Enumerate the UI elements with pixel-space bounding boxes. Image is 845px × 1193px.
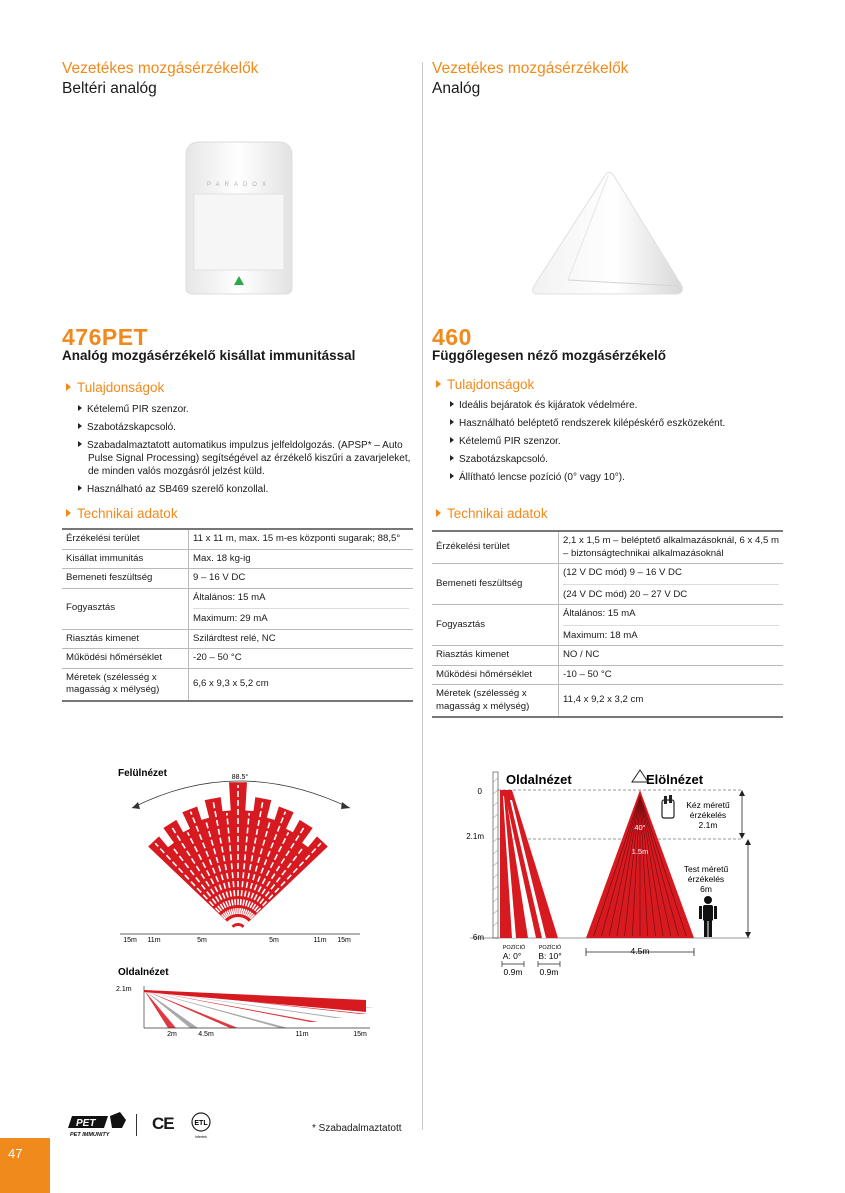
spec-value-line: NO / NC	[563, 649, 600, 660]
spec-value-line: (12 V DC mód) 9 – 16 V DC	[563, 567, 682, 578]
spec-key: Riasztás kimenet	[432, 646, 559, 666]
width-b-label: 0.9m	[539, 967, 559, 977]
spec-value-line: -20 – 50 °C	[193, 652, 242, 663]
svg-text:Intertek: Intertek	[195, 1135, 207, 1139]
spec-row	[62, 588, 413, 629]
spec-row	[432, 646, 783, 666]
spec-value	[189, 649, 414, 669]
left-model: 476PET	[62, 324, 149, 350]
top-view-diagram	[110, 760, 370, 950]
front-view-title: Elölnézet	[646, 772, 704, 787]
page-number-box	[0, 1138, 50, 1193]
y-label-0: 0	[477, 787, 482, 796]
spec-key: Riasztás kimenet	[62, 629, 189, 649]
top-view-title: Felülnézet	[118, 768, 167, 779]
top-tick: 5m	[269, 937, 279, 944]
triangle-bullet-icon	[78, 441, 82, 447]
side-height-label: 2.1m	[116, 986, 132, 993]
footer-divider	[136, 1114, 137, 1136]
triangle-bullet-icon	[66, 509, 71, 517]
triangle-bullet-icon	[450, 419, 454, 425]
side-view-diagram-left	[110, 962, 375, 1042]
cone-mid-label: 1.5m	[631, 847, 649, 856]
pos-a-label: A: 0°	[502, 951, 522, 961]
spec-key: Működési hőmérséklet	[62, 649, 189, 669]
side-tick: 11m	[295, 1031, 309, 1038]
spec-value-line: Szilárdtest relé, NC	[193, 632, 276, 644]
triangle-bullet-icon	[450, 437, 454, 443]
top-tick: 11m	[313, 937, 327, 944]
y-label-6m: 6m	[472, 933, 484, 942]
top-tick: 15m	[123, 937, 137, 944]
spec-value-line: 11,4 x 9,2 x 3,2 cm	[563, 694, 644, 706]
spec-row	[62, 629, 413, 649]
right-features-heading: Tulajdonságok	[436, 377, 534, 392]
pos-word-a: POZÍCIÓ	[502, 945, 526, 951]
side-tick: 15m	[353, 1031, 367, 1038]
spec-value	[189, 588, 414, 629]
spec-row	[432, 685, 783, 718]
page-number: 47	[8, 1146, 23, 1161]
base-width-label: 4.5m	[630, 946, 650, 956]
left-category: Vezetékes mozgásérzékelők	[62, 60, 259, 77]
side-tick: 2m	[167, 1031, 177, 1038]
hand-label-3: 2.1m	[698, 820, 718, 830]
spec-value	[559, 605, 784, 646]
detection-fan	[148, 782, 328, 932]
spec-key: Érzékelési terület	[62, 529, 189, 549]
spec-row	[62, 649, 413, 669]
spec-value	[559, 646, 784, 666]
spec-value-line: Általános: 15 mA	[193, 591, 266, 603]
top-tick: 15m	[337, 937, 351, 944]
triangle-bullet-icon	[450, 473, 454, 479]
body-label-2: érzékelés	[687, 874, 725, 884]
svg-text:PET: PET	[76, 1118, 96, 1129]
spec-value-line: 2,1 x 1,5 m – beléptető alkalmazásoknál, 6 x 4,5 m – biztonságtechnikai alkalmazásoknál	[563, 535, 779, 559]
spec-value-line: Maximum: 18 mA	[563, 625, 779, 643]
left-tech-heading: Technikai adatok	[66, 506, 178, 521]
spec-value	[559, 531, 784, 564]
triangle-bullet-icon	[66, 383, 71, 391]
y-label-2-1m: 2.1m	[466, 832, 484, 841]
spec-key: Bemeneti feszültség	[62, 569, 189, 589]
triangle-bullet-icon	[436, 509, 441, 517]
spec-value-line: Általános: 15 mA	[563, 608, 636, 619]
right-tech-heading: Technikai adatok	[436, 506, 548, 521]
svg-text:ETL: ETL	[194, 1120, 208, 1127]
spec-value	[189, 529, 414, 549]
cone-angle: 40°	[634, 823, 646, 832]
spec-value	[189, 569, 414, 589]
triangle-bullet-icon	[78, 405, 82, 411]
side-detection-beams	[144, 990, 374, 1028]
spec-value-line: 11 x 11 m, max. 15 m-es központi sugarak; 88,5°	[193, 533, 401, 544]
spec-row	[432, 531, 783, 564]
side-beam	[144, 990, 366, 1012]
spec-row	[432, 665, 783, 685]
top-tick: 11m	[147, 937, 161, 944]
pet-logo-text: PET IMMUNITY	[70, 1132, 110, 1138]
side-tick: 4.5m	[198, 1031, 214, 1038]
spec-row	[62, 549, 413, 569]
hand-label-1: Kéz méretű	[686, 800, 730, 810]
spec-key: Méretek (szélesség x magasság x mélység)	[62, 668, 189, 701]
spec-value	[189, 668, 414, 701]
product-image-476pet	[180, 138, 298, 296]
right-model: 460	[432, 324, 472, 350]
left-spec-table	[62, 528, 413, 702]
feature-item: Használható az SB469 szerelő konzollal.	[78, 483, 423, 496]
spec-value	[559, 665, 784, 685]
body-label-3: 6m	[700, 884, 712, 894]
spec-value	[559, 685, 784, 718]
spec-key: Kisállat immunitás	[62, 549, 189, 569]
patent-note: * Szabadalmaztatott	[312, 1123, 402, 1134]
spec-key: Fogyasztás	[62, 588, 189, 629]
right-spec-table	[432, 530, 783, 718]
spec-row	[62, 529, 413, 549]
spec-value-line: 6,6 x 9,3 x 5,2 cm	[193, 677, 269, 689]
left-subtitle: Beltéri analóg	[62, 80, 157, 97]
spec-value-line: (24 V DC mód) 20 – 27 V DC	[563, 584, 779, 602]
right-subtitle: Analóg	[432, 80, 481, 97]
person-icon	[699, 896, 717, 937]
spec-row	[432, 605, 783, 646]
triangle-bullet-icon	[78, 485, 82, 491]
top-view-angle: 88.5°	[231, 774, 249, 781]
feature-item: Szabotázskapcsoló.	[450, 453, 795, 466]
spec-value-line: 9 – 16 V DC	[193, 572, 246, 583]
feature-item: Állítható lencse pozíció (0° vagy 10°).	[450, 471, 795, 484]
spec-row	[62, 668, 413, 701]
column-divider	[422, 62, 423, 1130]
ce-logo: CE	[152, 1114, 174, 1133]
triangle-bullet-icon	[450, 455, 454, 461]
pet-immunity-logo	[68, 1112, 130, 1138]
product-image-460	[528, 168, 686, 302]
feature-item: Kételemű PIR szenzor.	[78, 403, 423, 416]
feature-item: Használható beléptető rendszerek kilépéskérő eszközeként.	[450, 417, 795, 430]
spec-key: Méretek (szélesség x magasság x mélység)	[432, 685, 559, 718]
feature-item: Ideális bejáratok és kijáratok védelmére.	[450, 399, 795, 412]
triangle-bullet-icon	[450, 401, 454, 407]
spec-key: Bemeneti feszültség	[432, 564, 559, 605]
triangle-bullet-icon	[436, 380, 441, 388]
spec-row	[432, 564, 783, 605]
spec-key: Fogyasztás	[432, 605, 559, 646]
pos-word-b: POZÍCIÓ	[538, 945, 562, 951]
etl-logo	[186, 1110, 216, 1140]
left-description: Analóg mozgásérzékelő kisállat immunitással	[62, 348, 356, 363]
spec-row	[62, 569, 413, 589]
left-features-heading: Tulajdonságok	[66, 380, 164, 395]
right-description: Függőlegesen néző mozgásérzékelő	[432, 348, 667, 363]
spec-key: Érzékelési terület	[432, 531, 559, 564]
hand-label-2: érzékelés	[689, 810, 727, 820]
body-label-1: Test méretű	[683, 864, 729, 874]
top-tick: 5m	[197, 937, 207, 944]
feature-item: Kételemű PIR szenzor.	[450, 435, 795, 448]
spec-value	[189, 629, 414, 649]
spec-value-line: Max. 18 kg-ig	[193, 552, 251, 564]
pos-b-label: B: 10°	[538, 951, 562, 961]
right-category: Vezetékes mozgásérzékelők	[432, 60, 629, 77]
width-a-label: 0.9m	[503, 967, 523, 977]
side-beam	[144, 990, 176, 1028]
feature-item: Szabotázskapcsoló.	[78, 421, 423, 434]
side-view-title-right: Oldalnézet	[506, 772, 572, 787]
side-view-title-left: Oldalnézet	[118, 967, 169, 978]
spec-value-line: -10 – 50 °C	[563, 668, 612, 680]
spec-value	[189, 549, 414, 569]
spec-value	[559, 564, 784, 605]
triangle-bullet-icon	[78, 423, 82, 429]
spec-key: Működési hőmérséklet	[432, 665, 559, 685]
left-features-list	[68, 403, 423, 501]
right-features-list	[440, 399, 795, 489]
brand-label: PARADOX	[207, 182, 271, 188]
feature-item: Szabadalmaztatott automatikus impulzus jelfeldolgozás. (APSP* – Auto Pulse Signal Processing) segítségével az érzékelő kiszűri a zavarjeleket, de minden valós mozgásról jelzést küld.	[78, 439, 423, 478]
hand-icon	[662, 795, 674, 818]
vertical-view-diagram	[460, 766, 770, 988]
spec-value-line: Maximum: 29 mA	[193, 608, 409, 626]
